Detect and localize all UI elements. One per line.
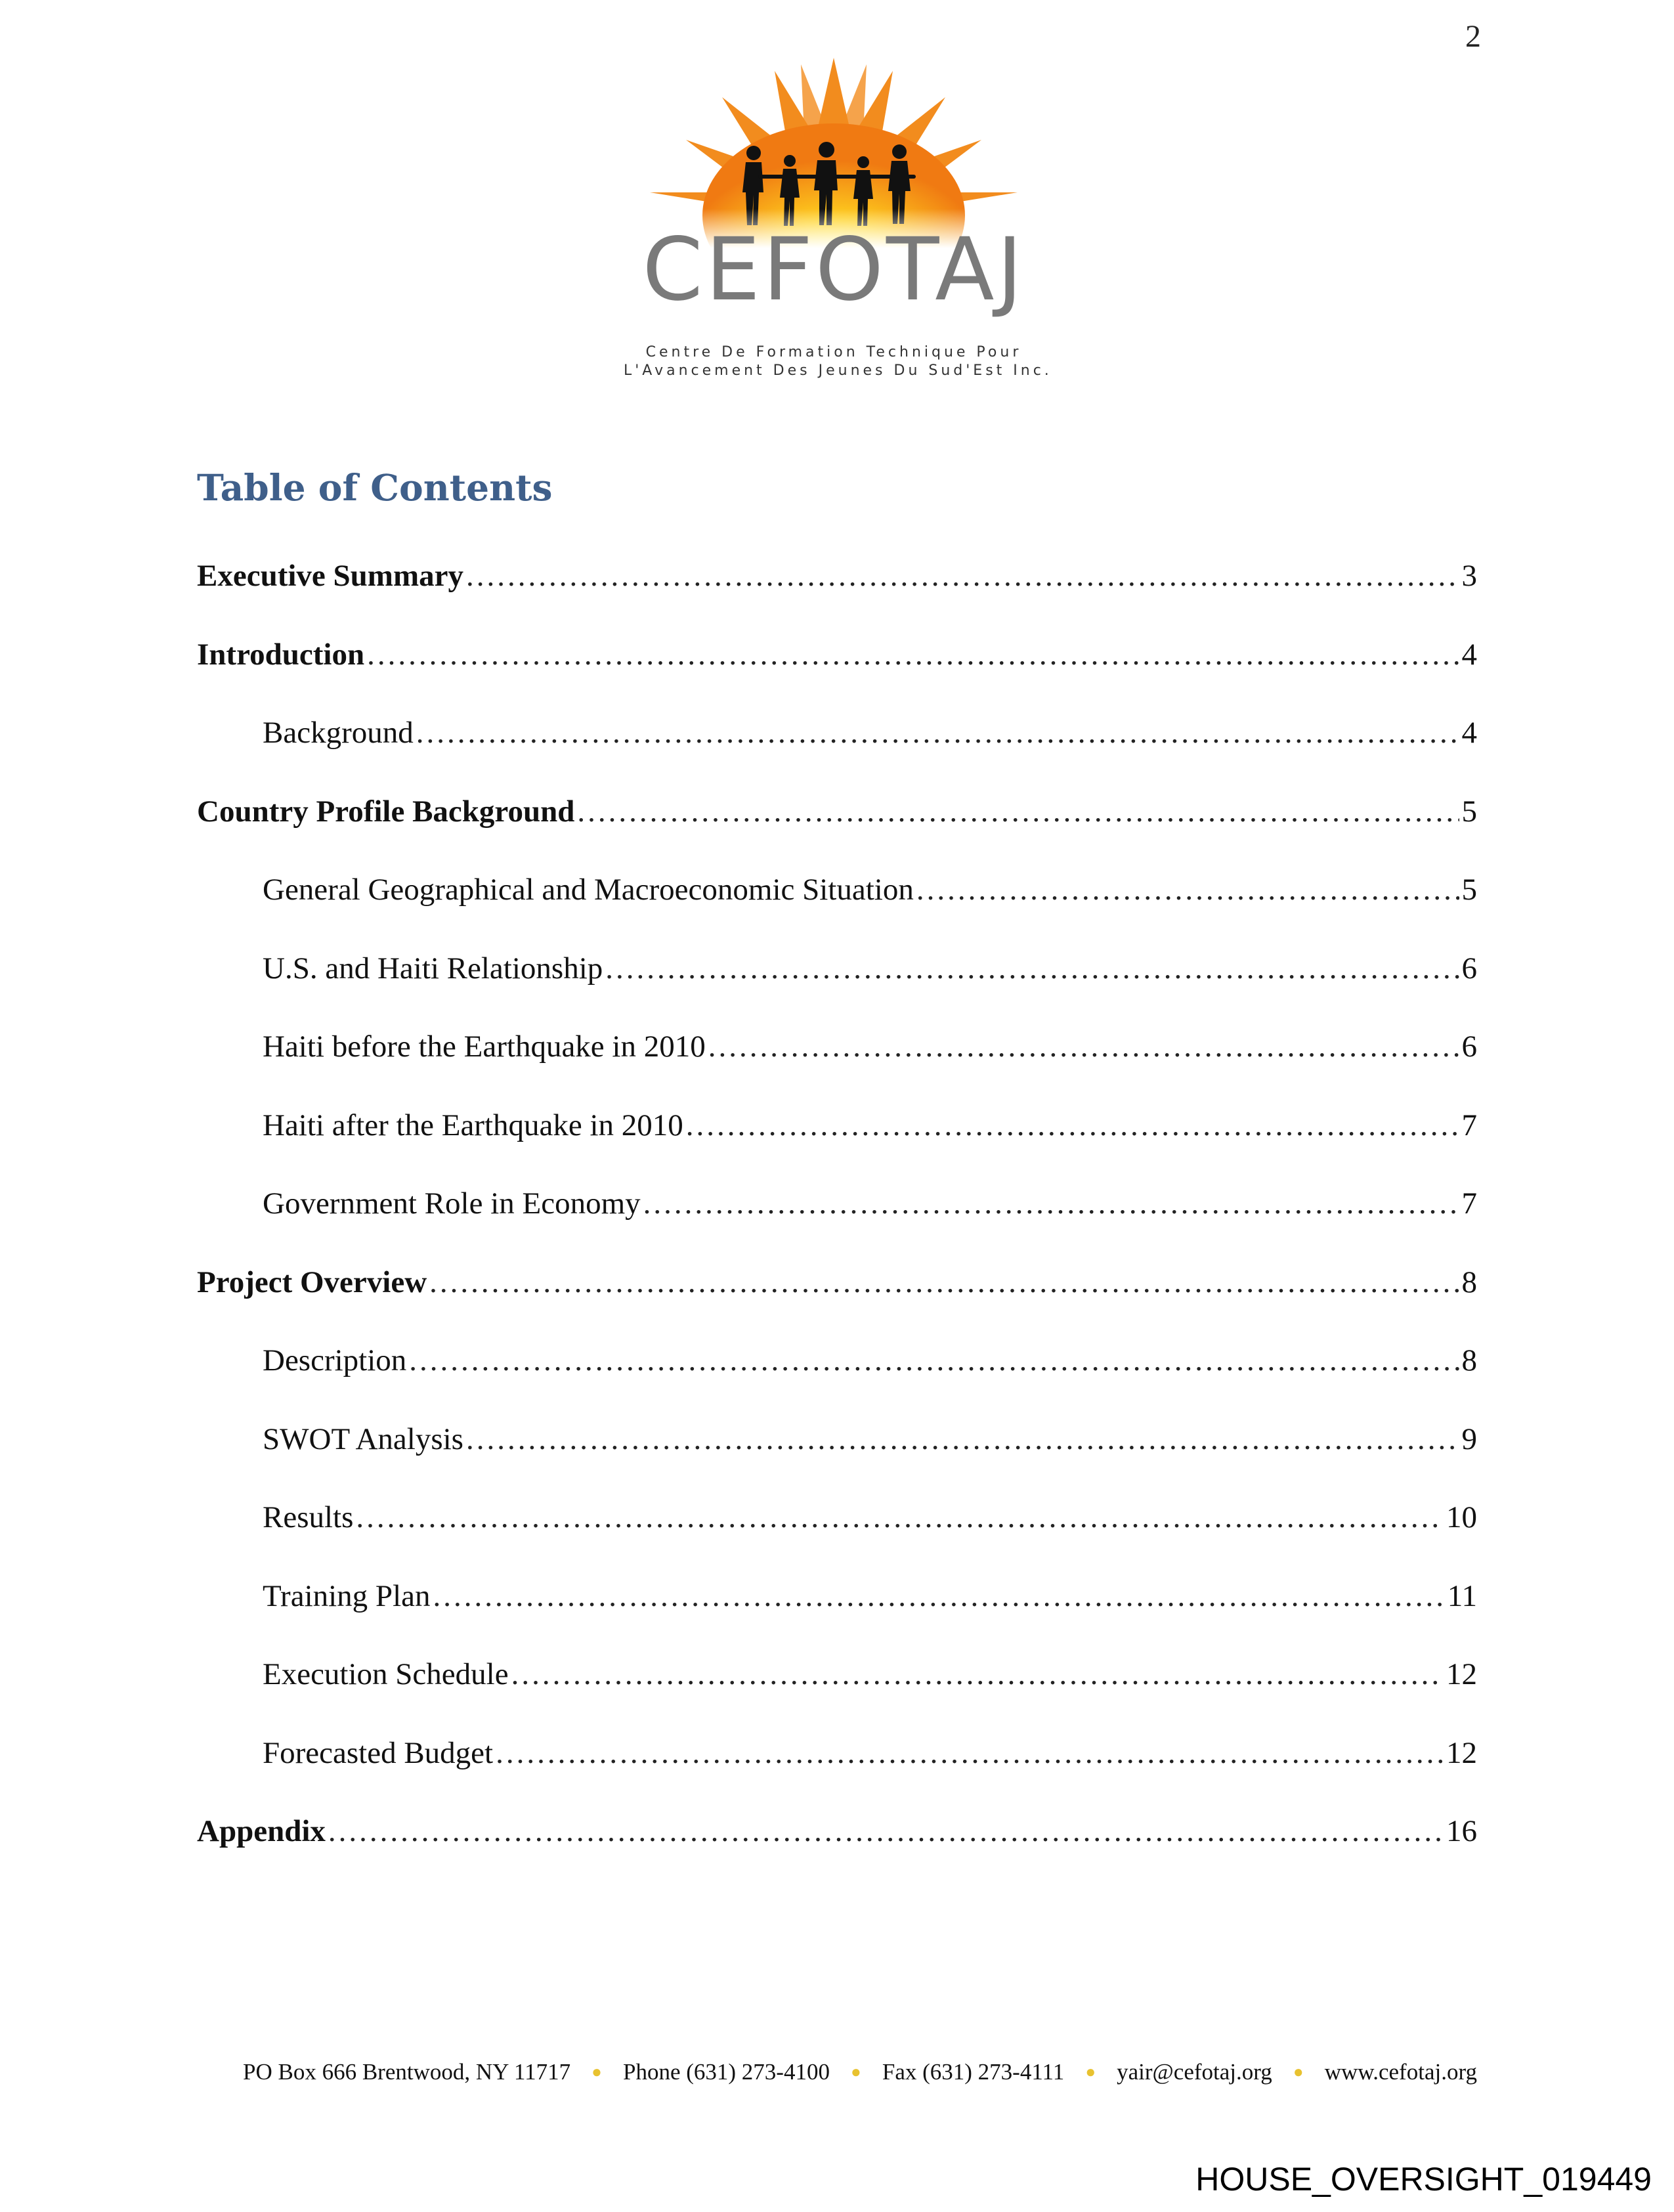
toc-entry-label: Background [263,716,414,750]
toc-entry-page: 4 [1461,716,1477,750]
footer-fax: Fax (631) 273-4111 [882,2059,1065,2085]
sun-people-icon [624,51,1044,248]
logo-tagline-line2: L'Avancement Des Jeunes Du Sud'Est Inc. [624,362,1052,379]
footer-address: PO Box 666 Brentwood, NY 11717 [243,2059,571,2085]
toc-entry-page: 5 [1461,794,1477,829]
toc-list [197,558,1477,1892]
dot-leader [367,637,1459,672]
toc-entry-label: U.S. and Haiti Relationship [263,951,603,986]
footer-website[interactable]: www.cefotaj.org [1324,2059,1477,2085]
toc-entry-page: 10 [1446,1500,1477,1534]
toc-entry-label: Execution Schedule [263,1657,509,1691]
logo-tagline-line1: Centre De Formation Technique Pour [645,344,1022,360]
toc-entry-page: 16 [1446,1814,1477,1848]
toc-entry-label: Executive Summary [197,559,463,593]
toc-entry-label: SWOT Analysis [263,1421,463,1456]
toc-entry[interactable] [197,1186,1477,1265]
page-number: 2 [1465,19,1481,54]
dot-leader [409,1343,1459,1378]
toc-entry-label: Appendix [197,1814,326,1848]
toc-entry[interactable] [197,1029,1477,1108]
footer-contact [243,2059,1477,2085]
dot-leader [429,1265,1459,1300]
toc-entry-label: Government Role in Economy [263,1186,641,1221]
toc-entry[interactable] [197,637,1477,716]
toc-entry-label: Project Overview [197,1265,427,1299]
toc-entry-label: General Geographical and Macroeconomic Situation [263,873,914,907]
dot-leader [466,558,1459,594]
toc-entry[interactable] [197,1657,1477,1735]
toc-entry-label: Training Plan [263,1578,431,1613]
toc-entry-page: 3 [1461,559,1477,593]
bullet-icon: ● [1085,2062,1096,2081]
dot-leader [916,872,1459,907]
toc-entry-label: Haiti before the Earthquake in 2010 [263,1030,706,1064]
toc-entry[interactable] [197,1421,1477,1500]
dot-leader [605,951,1459,986]
toc-entry-page: 11 [1447,1578,1477,1613]
toc-entry[interactable] [197,715,1477,794]
cefotaj-logo [624,51,1052,379]
dot-leader [433,1578,1445,1614]
toc-entry[interactable] [197,1578,1477,1657]
toc-entry-label: Description [263,1343,407,1377]
toc-entry-page: 4 [1461,637,1477,672]
bates-number: HOUSE_OVERSIGHT_019449 [1195,2161,1652,2198]
dot-leader [356,1500,1444,1535]
bullet-icon: ● [851,2062,861,2081]
toc-entry-page: 5 [1461,873,1477,907]
toc-entry[interactable] [197,951,1477,1030]
toc-entry-page: 12 [1446,1735,1477,1770]
toc-entry[interactable] [197,794,1477,873]
dot-leader [416,715,1459,750]
dot-leader [708,1029,1459,1064]
toc-entry-label: Results [263,1500,354,1534]
logo-wordmark: CEFOTAJ [642,219,1025,320]
toc-entry-label: Introduction [197,637,365,672]
toc-entry-label: Country Profile Background [197,794,575,829]
toc-entry[interactable] [197,558,1477,637]
toc-title: Table of Contents [197,466,553,509]
toc-entry[interactable] [197,1500,1477,1578]
footer-email[interactable]: yair@cefotaj.org [1117,2059,1272,2085]
toc-entry[interactable] [197,1735,1477,1814]
toc-entry[interactable] [197,1813,1477,1892]
toc-entry-page: 8 [1461,1343,1477,1377]
dot-leader [511,1657,1444,1692]
toc-entry-page: 12 [1446,1657,1477,1691]
toc-entry[interactable] [197,1343,1477,1421]
toc-entry-label: Haiti after the Earthquake in 2010 [263,1108,683,1142]
toc-entry-page: 6 [1461,951,1477,986]
toc-entry[interactable] [197,872,1477,951]
toc-entry-page: 7 [1461,1186,1477,1221]
footer-phone: Phone (631) 273-4100 [622,2059,830,2085]
dot-leader [466,1421,1459,1457]
toc-entry-page: 8 [1461,1265,1477,1299]
toc-entry-page: 6 [1461,1030,1477,1064]
toc-entry-page: 7 [1461,1108,1477,1142]
bullet-icon: ● [1293,2062,1304,2081]
dot-leader [496,1735,1444,1771]
dot-leader [577,794,1459,829]
bullet-icon: ● [591,2062,602,2081]
dot-leader [643,1186,1459,1221]
toc-entry[interactable] [197,1108,1477,1186]
dot-leader [328,1813,1444,1849]
toc-entry[interactable] [197,1265,1477,1343]
toc-entry-page: 9 [1461,1421,1477,1456]
dot-leader [686,1108,1459,1143]
toc-entry-label: Forecasted Budget [263,1735,494,1770]
